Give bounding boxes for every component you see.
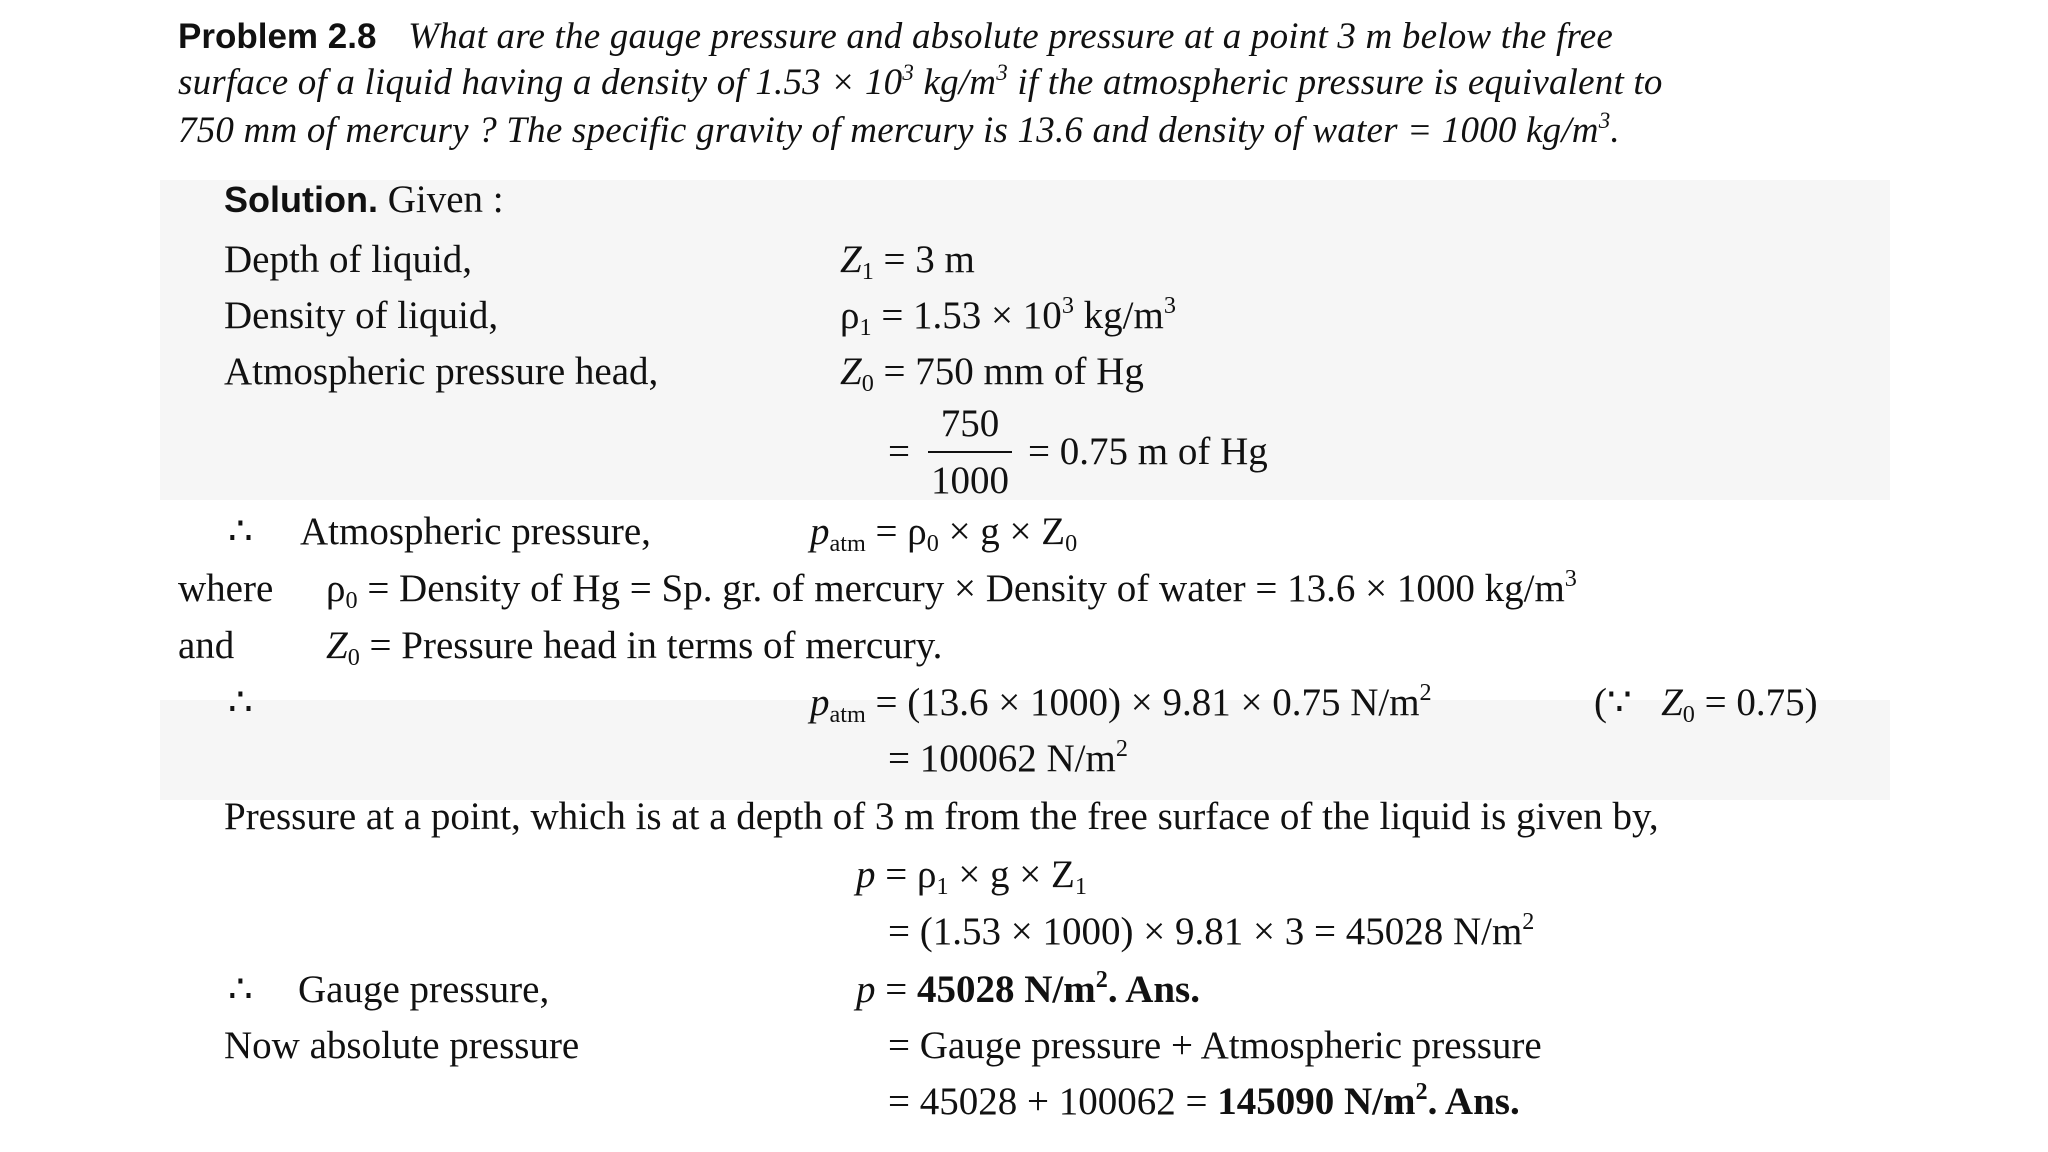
solution-label: Solution. — [224, 179, 378, 220]
therefore-symbol: ∴ — [228, 968, 253, 1011]
and-label: and — [178, 624, 235, 667]
absolute-pressure-answer: = 45028 + 100062 = 145090 $N/m^2$. Ans. — [888, 1078, 1520, 1123]
pressure-calc: = (1.53 × 1000) × 9.81 × 3 = 45028 $N/m^2$ — [888, 908, 1535, 953]
solution-header — [224, 180, 504, 219]
fraction-denominator: 1000 — [931, 459, 1009, 502]
atm-pressure-result: = 100062 $N/m^2$ — [888, 735, 1128, 780]
shaded-band — [160, 180, 1890, 500]
given-label-depth: Depth of liquid, — [224, 238, 473, 281]
fraction-eq: = — [888, 430, 910, 473]
given-label-density: Density of liquid, — [224, 294, 499, 337]
absolute-pressure-label: Now absolute pressure — [224, 1024, 580, 1067]
given-value-head: $Z_0 = 750$ mm of Hg — [840, 350, 1144, 397]
fraction — [928, 404, 1012, 500]
pressure-intro: Pressure at a point, which is at a depth of 3 m from the free surface of the liquid is given by, — [224, 795, 1659, 838]
given-label-head: Atmospheric pressure head, — [224, 350, 659, 393]
problem-label: Problem 2.8 — [178, 17, 377, 56]
given-value-density: $\rho_1 = 1.53 \times 10^3$ $kg/m^3$ — [840, 292, 1176, 341]
problem-line-1 — [178, 16, 1613, 55]
fraction-bar — [928, 451, 1012, 453]
problem-text: What are the gauge pressure and absolute pressure at a point 3 m below the free — [408, 16, 1613, 57]
therefore-symbol: ∴ — [228, 681, 253, 724]
pressure-formula: $p = \rho_1 \times g \times Z_1$ — [856, 853, 1087, 900]
gauge-pressure-label: Gauge pressure, — [298, 968, 550, 1011]
gauge-pressure-answer: p = 45028 $N/m^2$. Ans. — [856, 966, 1200, 1011]
atm-pressure-note: (∵ $Z_0 = 0.75$) — [1594, 681, 1818, 728]
where-label: where — [178, 567, 274, 610]
given-value-depth: $Z_1 = 3$ m — [840, 238, 975, 285]
fraction-result: = 0.75 m of Hg — [1028, 430, 1268, 473]
atm-pressure-formula: $p_{atm} = \rho_0 \times g \times Z_0$ — [810, 510, 1078, 557]
given-label: Given : — [387, 178, 504, 221]
absolute-pressure-line-1: = Gauge pressure + Atmospheric pressure — [888, 1024, 1542, 1067]
problem-line-2: surface of a liquid having a density of $1.53 \times 10^3$ $kg/m^3$ if the atmospheric pressure is equivalent to — [178, 59, 1663, 103]
where-definition: $\rho_0$ = Density of Hg = Sp. gr. of mercury × Density of water = 13.6 × 1000 $kg/m^3$ — [326, 565, 1577, 614]
problem-line-3: 750 mm of mercury ? The specific gravity of mercury is 13.6 and density of water = 1000 $kg/m^3$. — [178, 107, 1620, 151]
atm-pressure-calc: $p_{atm} = (13.6 \times 1000) \times 9.81 \times 0.75$ $N/m^2$ — [810, 679, 1432, 728]
fraction-numerator: 750 — [940, 402, 1000, 445]
atm-pressure-label: Atmospheric pressure, — [300, 510, 651, 553]
and-definition: $Z_0$ = Pressure head in terms of mercury. — [326, 624, 943, 671]
therefore-symbol: ∴ — [228, 510, 253, 553]
